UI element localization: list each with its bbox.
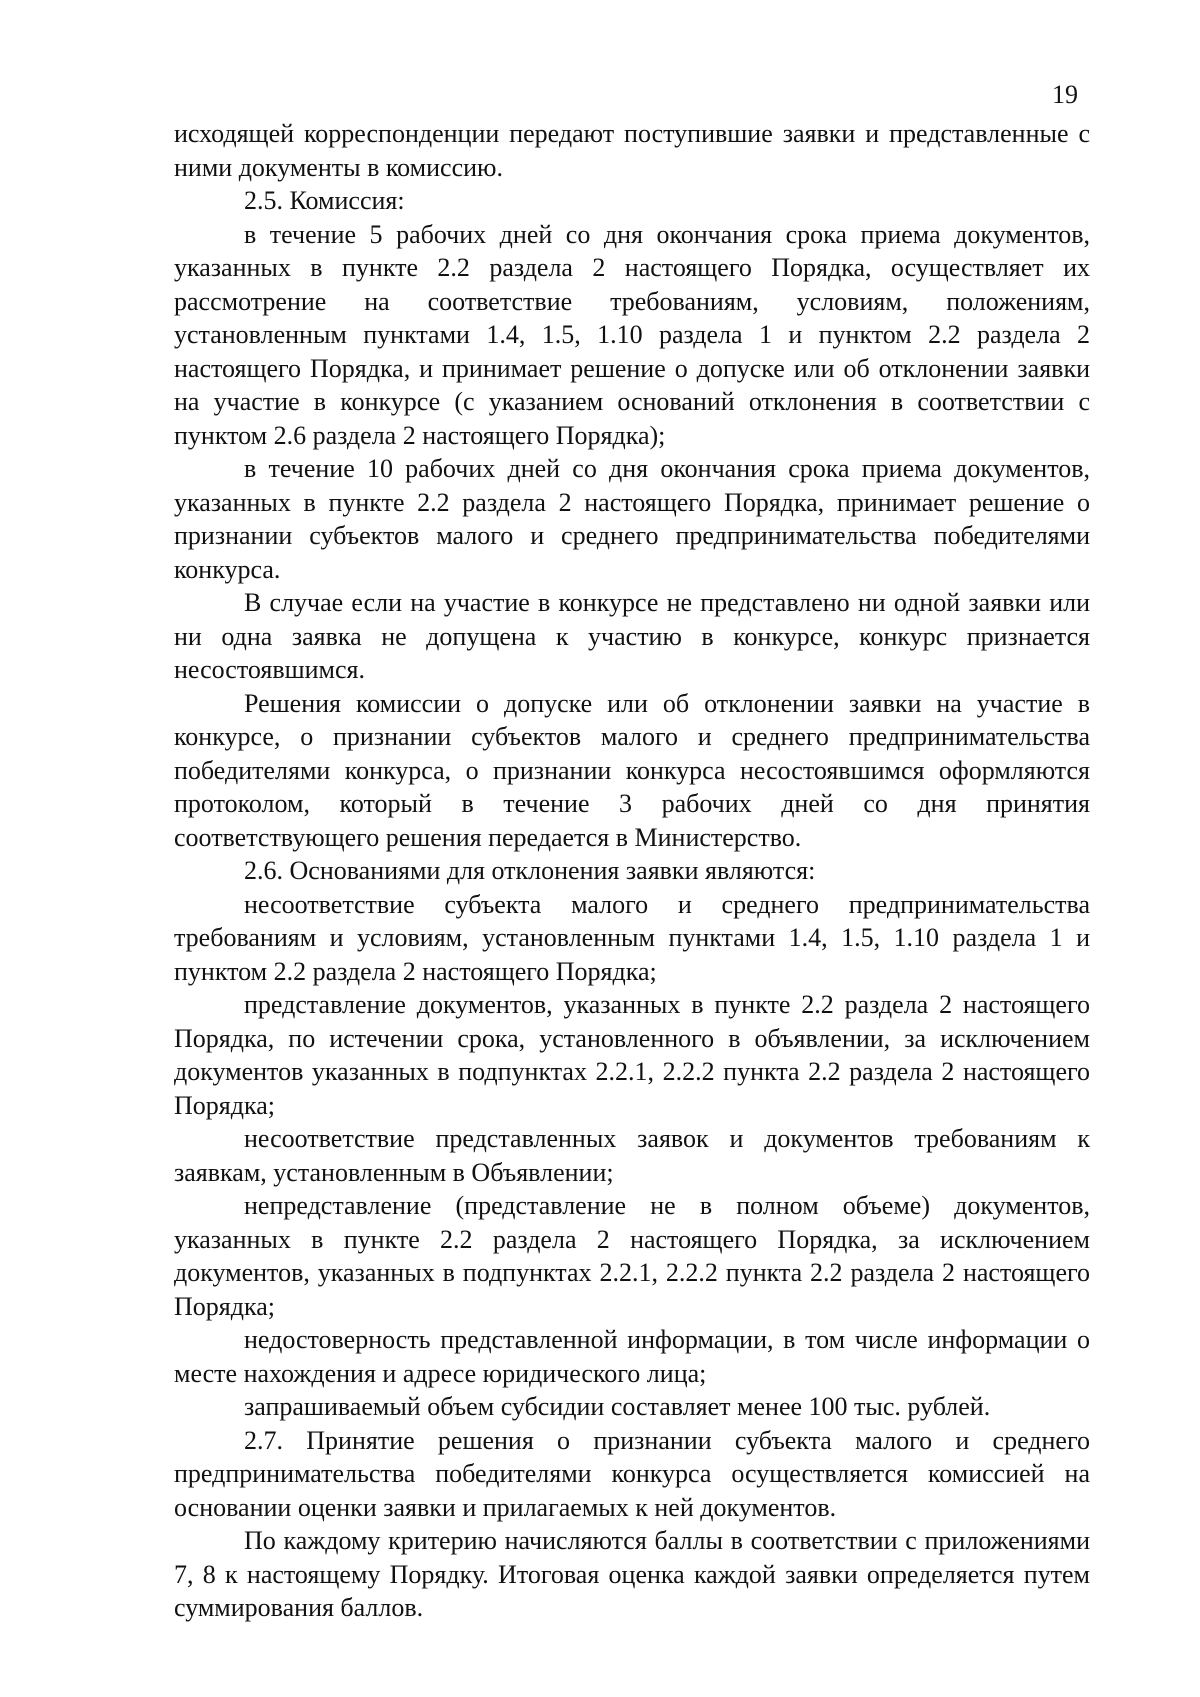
- page-number: 19: [1052, 80, 1078, 109]
- section-heading-2-7: 2.7. Принятие решения о признании субъекта малого и среднего предпринимательства победителями конкурса осуществляется комиссией на основании оценки заявки и прилагаемых к ней документов.: [174, 1425, 1090, 1522]
- section-heading-2-5: 2.5. Комиссия:: [244, 186, 405, 215]
- paragraph-continuation: исходящей корреспонденции передают поступившие заявки и представленные с ними документы в комиссию.: [174, 119, 1090, 182]
- paragraph-ground-2: представление документов, указанных в пункте 2.2 раздела 2 настоящего Порядка, по истечении срока, установленного в объявлении, за исключением документов указанных в подпунктах 2.2.1, 2.2.2 пункта 2.2 раздела 2 настоящего Порядка;: [174, 990, 1090, 1120]
- paragraph-commission-review: в течение 5 рабочих дней со дня окончания срока приема документов, указанных в пункте 2.2 раздела 2 настоящего Порядка, осуществляет их рассмотрение на соответствие требованиям, условиям, положениям, установленным пунктами 1.4, 1.5, 1.10 раздела 1 и пунктом 2.2 раздела 2 настоящего Порядка, и принимает решение о допуске или об отклонении заявки на участие в конкурсе (с указанием оснований отклонения в соответствии с пунктом 2.6 раздела 2 настоящего Порядка);: [174, 219, 1090, 450]
- paragraph-scoring: По каждому критерию начисляются баллы в соответствии с приложениями 7, 8 к настоящему Порядку. Итоговая оценка каждой заявки определяется путем суммирования баллов.: [174, 1526, 1090, 1622]
- section-heading-2-6: 2.6. Основаниями для отклонения заявки являются:: [244, 856, 816, 885]
- paragraph-ground-3: несоответствие представленных заявок и документов требованиям к заявкам, установленным в Объявлении;: [174, 1124, 1090, 1187]
- document-body: [174, 117, 1090, 1625]
- paragraph-ground-5: недостоверность представленной информации, в том числе информации о месте нахождения и адресе юридического лица;: [174, 1325, 1090, 1388]
- paragraph-commission-protocol: Решения комиссии о допуске или об отклонении заявки на участие в конкурсе, о признании субъектов малого и среднего предпринимательства победителями конкурса, о признании конкурса несостоявшимся оформляются протоколом, который в течение 3 рабочих дней со дня принятия соответствующего решения передается в Министерство.: [174, 688, 1090, 852]
- paragraph-commission-decision: в течение 10 рабочих дней со дня окончания срока приема документов, указанных в пункте 2.2 раздела 2 настоящего Порядка, принимает решение о признании субъектов малого и среднего предпринимательства победителями конкурса.: [174, 454, 1090, 584]
- paragraph-ground-4: непредставление (представление не в полном объеме) документов, указанных в пункте 2.2 раздела 2 настоящего Порядка, за исключением документов, указанных в подпунктах 2.2.1, 2.2.2 пункта 2.2 раздела 2 настоящего Порядка;: [174, 1191, 1090, 1321]
- paragraph-ground-1: несоответствие субъекта малого и среднего предпринимательства требованиям и условиям, установленным пунктами 1.4, 1.5, 1.10 раздела 1 и пунктом 2.2 раздела 2 настоящего Порядка;: [174, 889, 1090, 986]
- paragraph-competition-void: В случае если на участие в конкурсе не представлено ни одной заявки или ни одна заявка не допущена к участию в конкурсе, конкурс признается несостоявшимся.: [174, 588, 1090, 684]
- paragraph-ground-6: запрашиваемый объем субсидии составляет менее 100 тыс. рублей.: [244, 1392, 991, 1421]
